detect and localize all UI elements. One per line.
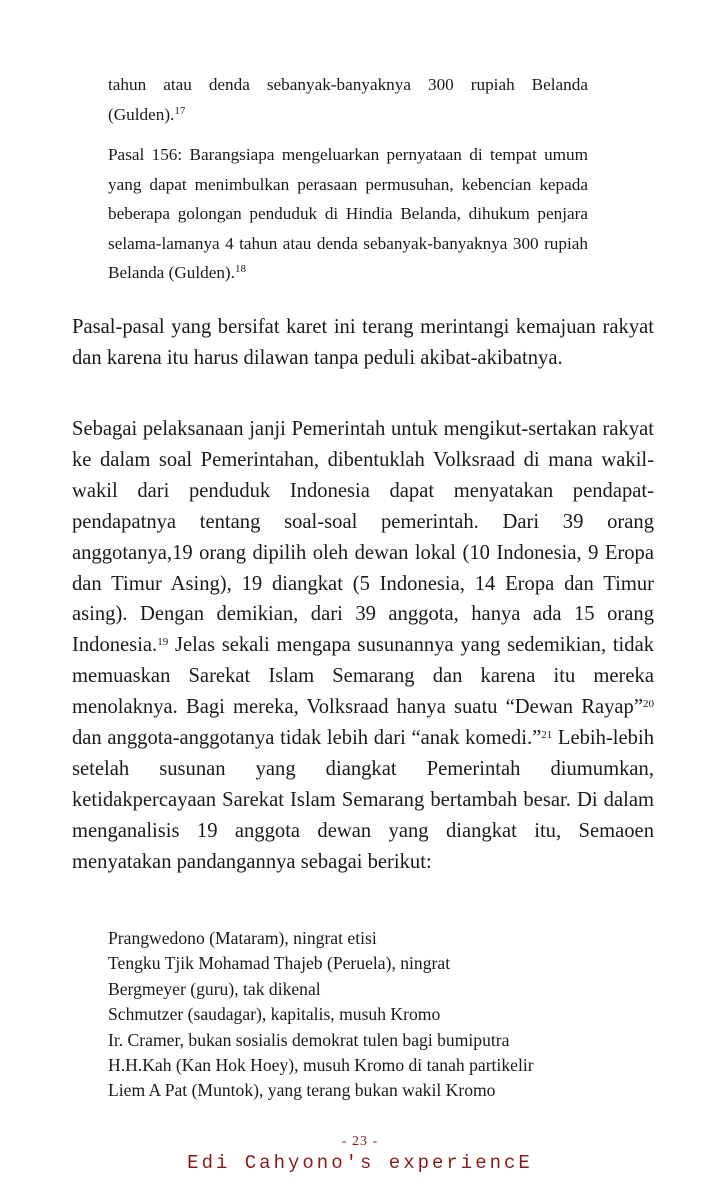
list-item: Tengku Tjik Mohamad Thajeb (Peruela), ningrat xyxy=(108,953,451,974)
footer-credit: Edi Cahyono's experiencE xyxy=(187,1152,533,1174)
paragraph-segment: Lebih-lebih setelah susunan yang diangkat Pemerintah diumumkan, ketidakpercayaan Sarekat Islam Semarang bertambah besar. Di dalam menganalisis 19 anggota dewan yang diangkat itu, Semaoen menyatakan pandangannya sebagai berikut: xyxy=(72,727,654,873)
paragraph-segment: Jelas sekali mengapa susunannya yang sedemikian, tidak memuaskan Sarekat Islam Semarang dan karena itu mereka menolaknya. Bagi mereka, Volksraad hanya suatu “Dewan Rayap” xyxy=(72,634,654,719)
quote-text: tahun atau denda sebanyak-banyaknya 300 rupiah Belanda (Gulden). xyxy=(108,75,588,124)
members-list xyxy=(108,926,648,1104)
body-paragraph-1 xyxy=(72,312,654,374)
quote-text: Pasal 156: Barangsiapa mengeluarkan pernyataan di tempat umum yang dapat menimbulkan perasaan permusuhan, kebencian kepada beberapa golongan penduduk di Hindia Belanda, dihukum penjara selama-lamanya 4 tahun atau denda sebanyak-banyaknya 300 rupiah Belanda (Gulden). xyxy=(108,145,588,283)
list-item: Prangwedono (Mataram), ningrat etisi xyxy=(108,928,377,948)
list-item: Ir. Cramer, bukan sosialis demokrat tulen bagi bumiputra xyxy=(108,1029,510,1050)
page-number: - 23 - xyxy=(341,1134,379,1149)
paragraph-segment: dan anggota-anggotanya tidak lebih dari “anak komedi.” xyxy=(72,727,542,750)
list-item: Bergmeyer (guru), tak dikenal xyxy=(108,978,321,999)
paragraph-text: Pasal-pasal yang bersifat karet ini terang merintangi kemajuan rakyat dan karena itu harus dilawan tanpa peduli akibat-akibatnya. xyxy=(72,316,654,369)
body-paragraph-2 xyxy=(72,414,654,878)
footnote-marker: 20 xyxy=(643,698,654,711)
list-item: Liem A Pat (Muntok), yang terang bukan wakil Kromo xyxy=(108,1080,496,1101)
footnote-marker: 17 xyxy=(174,104,186,117)
footnote-marker: 18 xyxy=(234,263,246,276)
paragraph-text xyxy=(72,414,654,878)
footnote-marker: 19 xyxy=(157,636,169,649)
quote-paragraph xyxy=(108,70,588,129)
quoted-article-continuation xyxy=(108,70,588,129)
quoted-article-156 xyxy=(108,140,588,288)
list-item: H.H.Kah (Kan Hok Hoey), musuh Kromo di tanah partikelir xyxy=(108,1055,534,1076)
list-item: Schmutzer (saudagar), kapitalis, musuh Kromo xyxy=(108,1004,441,1025)
footnote-marker: 21 xyxy=(541,729,553,742)
quote-paragraph xyxy=(108,140,588,288)
paragraph-segment: Sebagai pelaksanaan janji Pemerintah untuk mengikut-sertakan rakyat ke dalam soal Pemerintahan, dibentuklah Volksraad di mana wakil-wakil dari penduduk Indonesia dapat menyatakan pendapat-pendapatnya tentang soal-soal pemerintah. Dari 39 orang anggotanya,19 orang dipilih oleh dewan lokal (10 Indonesia, 9 Eropa dan Timur Asing), 19 diangkat (5 Indonesia, 14 Eropa dan Timur asing). Dengan demikian, dari 39 anggota, hanya ada 15 orang Indonesia. xyxy=(72,418,654,657)
